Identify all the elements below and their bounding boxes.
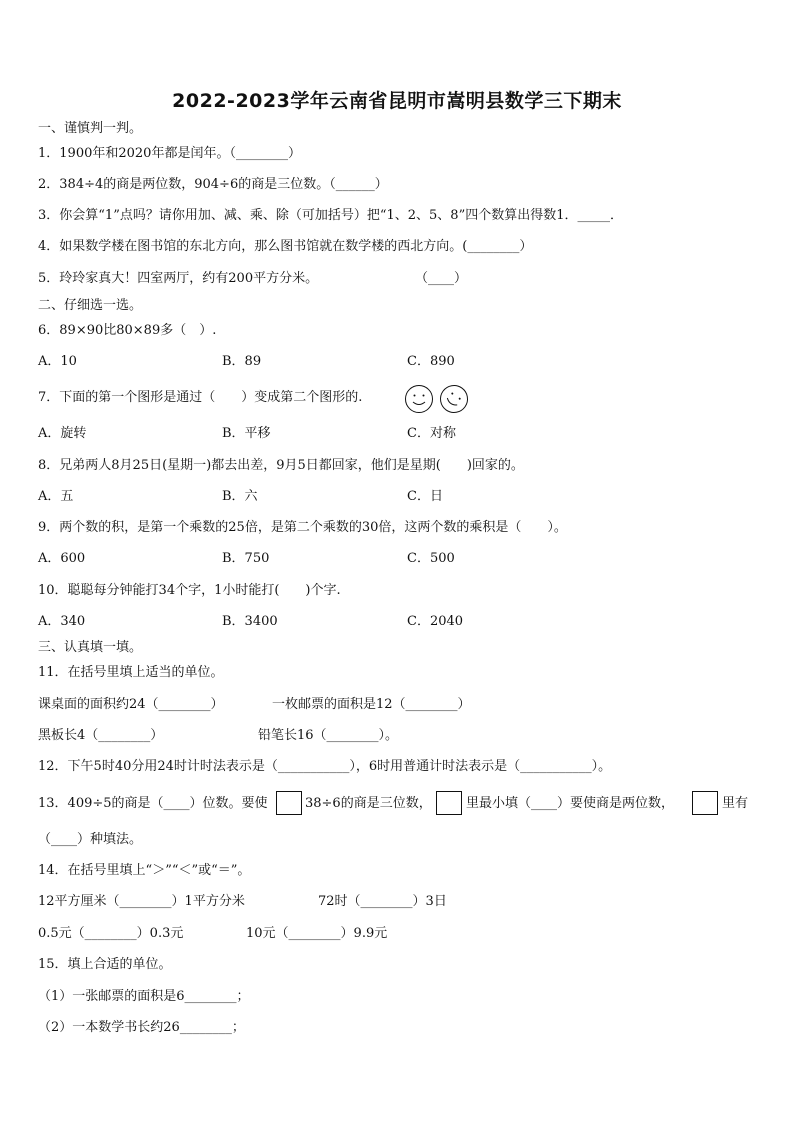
question-13-part-c: 里最小填（____）要使商是两位数， (466, 796, 675, 811)
page-title: 2022-2023学年云南省昆明市嵩明县数学三下期末 (172, 90, 622, 112)
question-6-option-c: C．890 (407, 354, 455, 369)
section-heading-1: 一、谨慎判一判。 (38, 121, 143, 136)
question-5: 5．玲玲家真大！四室两厅，约有200平方分米。 (38, 271, 319, 286)
question-6-option-b: B．89 (222, 354, 262, 369)
question-15-part-1: （1）一张邮票的面积是6________； (38, 989, 250, 1004)
question-7-option-a: A．旋转 (38, 426, 87, 441)
question-5-blank: （____） (415, 271, 468, 286)
question-14-part-a: 12平方厘米（________）1平方分米 (38, 894, 245, 909)
question-11-part-c: 黑板长4（________） (38, 728, 164, 743)
question-15: 15．填上合适的单位。 (38, 957, 172, 972)
question-13-part-e: （____）种填法。 (38, 832, 143, 847)
section-heading-3: 三、认真填一填。 (38, 640, 143, 655)
question-7-option-b: B．平移 (222, 426, 271, 441)
question-6: 6．89×90比80×89多（ ）. (38, 323, 217, 338)
smiley-face-upright-icon (406, 386, 433, 413)
question-1: 1．1900年和2020年都是闰年。（________） (38, 146, 301, 161)
question-12: 12．下午5时40分用24时计时法表示是（___________），6时用普通计时法表示是（___________）。 (38, 759, 612, 774)
smiley-faces-figure (404, 384, 470, 414)
question-14-part-c: 0.5元（________）0.3元 (38, 926, 184, 941)
question-9-option-a: A．600 (38, 551, 86, 566)
question-6-option-a: A．10 (38, 354, 77, 369)
question-11-part-b: 一枚邮票的面积是12（________） (272, 697, 471, 712)
question-9-option-c: C．500 (407, 551, 455, 566)
question-8-option-b: B．六 (222, 489, 258, 504)
question-7-option-c: C．对称 (407, 426, 456, 441)
smiley-face-rotated-icon (435, 384, 470, 414)
question-13-part-a: 13．409÷5的商是（____）位数。要使 (38, 796, 268, 811)
question-9-option-b: B．750 (222, 551, 270, 566)
question-3: 3．你会算“1”点吗？请你用加、减、乘、除（可加括号）把“1、2、5、8”四个数算出得数1．_____． (38, 208, 623, 223)
question-10-option-c: C．2040 (407, 614, 464, 629)
question-11: 11．在括号里填上适当的单位。 (38, 665, 224, 680)
question-2: 2．384÷4的商是两位数，904÷6的商是三位数。（______） (38, 177, 388, 192)
question-13-part-b: 38÷6的商是三位数， (305, 796, 432, 811)
question-8-option-c: C．日 (407, 489, 443, 504)
section-heading-2: 二、仔细选一选。 (38, 298, 143, 313)
question-11-part-a: 课桌面的面积约24（________） (38, 697, 224, 712)
question-8: 8．兄弟两人8月25日(星期一)都去出差，9月5日都回家，他们是星期( )回家的。 (38, 458, 524, 473)
question-4: 4．如果数学楼在图书馆的东北方向，那么图书馆就在数学楼的西北方向。(________） (38, 239, 533, 254)
question-13-blank-box-1 (276, 791, 302, 815)
question-13-part-d: 里有 (722, 796, 749, 811)
question-7: 7．下面的第一个图形是通过（ ）变成第二个图形的. (38, 390, 363, 405)
question-13-blank-box-2 (436, 791, 462, 815)
question-14-part-b: 72时（________）3日 (318, 894, 447, 909)
question-14: 14．在括号里填上“＞”“＜”或“＝”。 (38, 863, 251, 878)
question-10-option-a: A．340 (38, 614, 86, 629)
question-10: 10．聪聪每分钟能打34个字，1小时能打( )个字. (38, 583, 341, 598)
question-10-option-b: B．3400 (222, 614, 278, 629)
question-8-option-a: A．五 (38, 489, 74, 504)
question-11-part-d: 铅笔长16（________）。 (258, 728, 399, 743)
question-15-part-2: （2）一本数学书长约26________； (38, 1020, 245, 1035)
question-9: 9．两个数的积，是第一个乘数的25倍，是第二个乘数的30倍，这两个数的乘积是（ ）。 (38, 520, 567, 535)
question-13-blank-box-3 (692, 791, 718, 815)
question-14-part-d: 10元（________）9.9元 (246, 926, 388, 941)
